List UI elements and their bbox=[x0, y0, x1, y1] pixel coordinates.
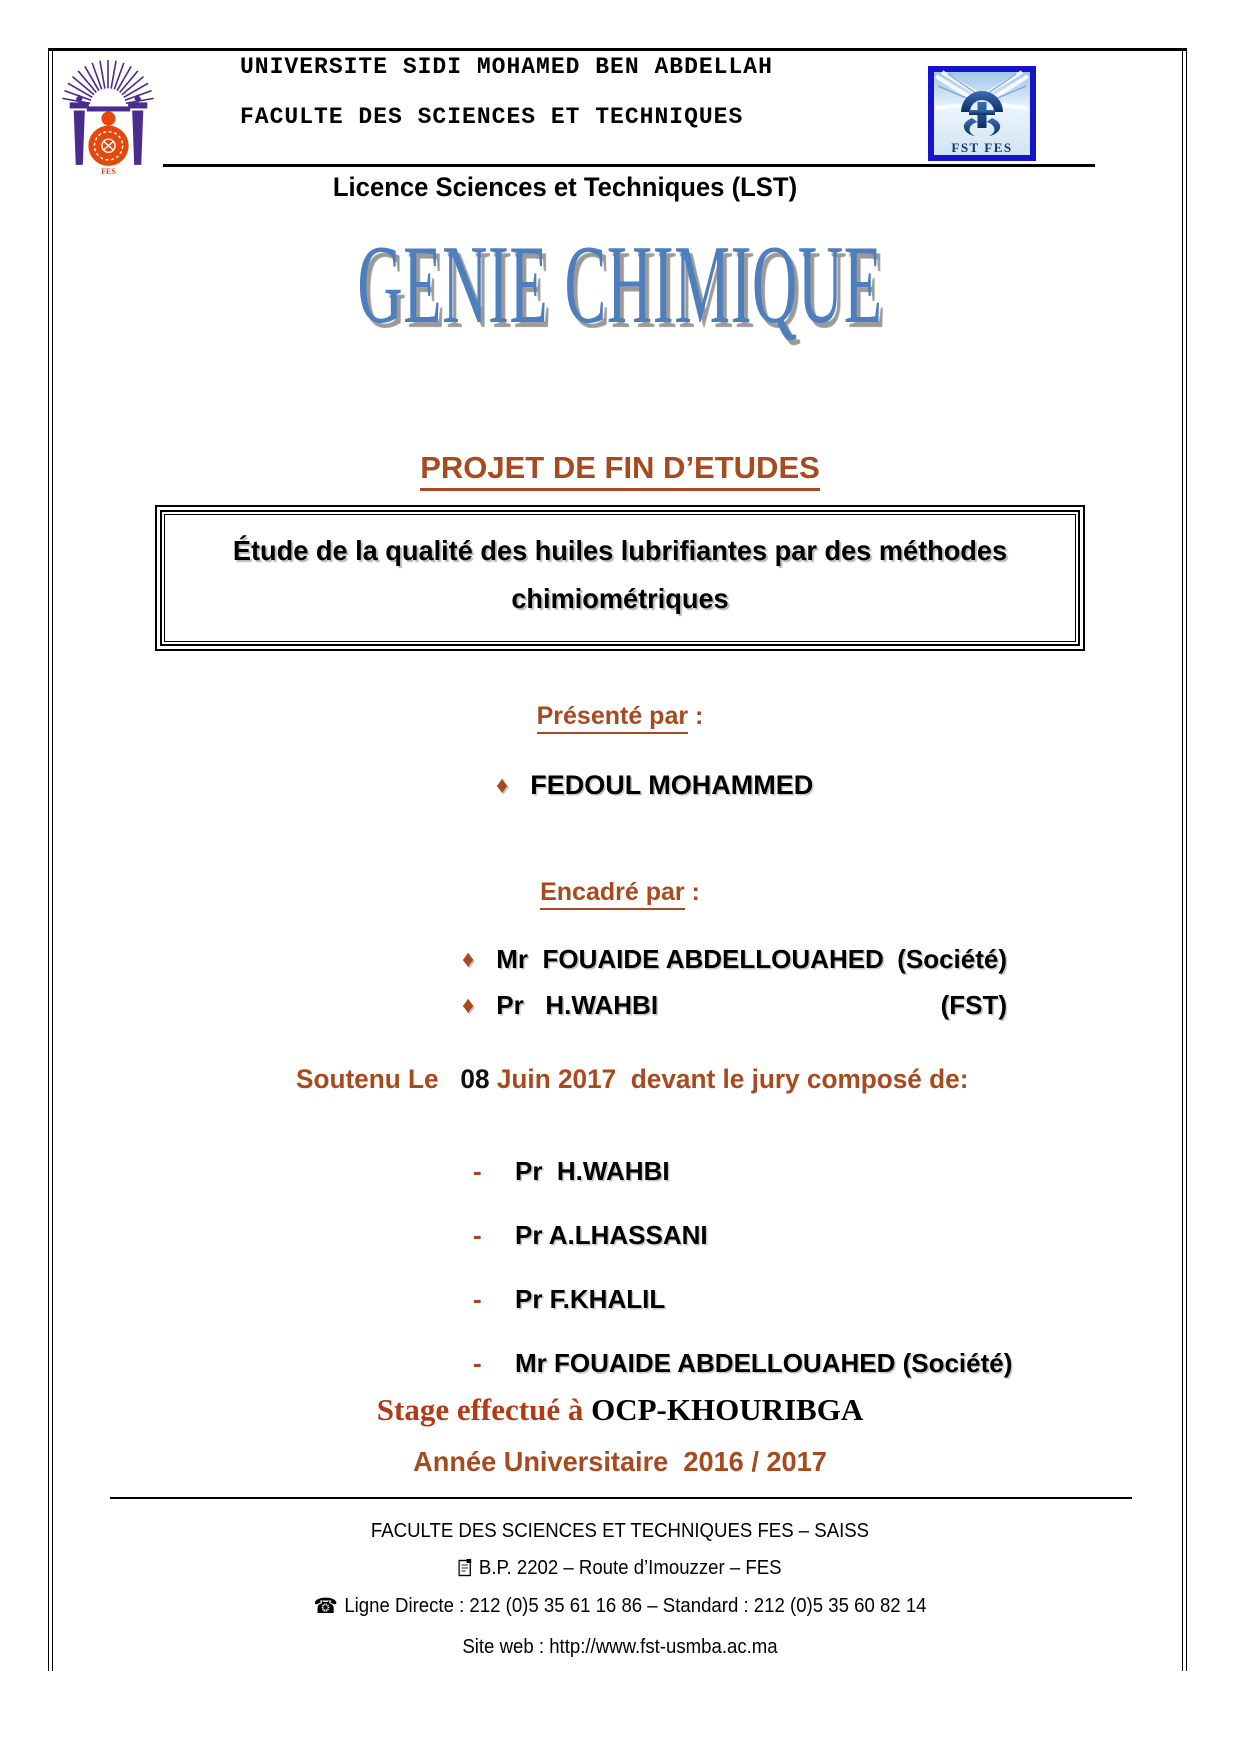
thesis-title-line2: chimiométriques bbox=[511, 583, 729, 614]
defense-date-line: Soutenu Le 08 Juin 2017 devant le jury composé de: bbox=[296, 1064, 969, 1094]
footer-website-line: Site web : http://www.fst-usmba.ac.ma bbox=[462, 1636, 778, 1658]
header-divider-line bbox=[163, 164, 1095, 167]
faculty-name: FACULTE DES SCIENCES ET TECHNIQUES bbox=[240, 104, 744, 130]
jury-member-name: Pr H.WAHBI bbox=[515, 1156, 670, 1186]
jury-member-row bbox=[473, 1284, 665, 1315]
header-institution-block bbox=[240, 56, 773, 129]
thesis-title-line1: Étude de la qualité des huiles lubrifiantes par des méthodes bbox=[232, 535, 1008, 566]
degree-title: GENIE CHIMIQUE bbox=[357, 223, 883, 347]
document-icon bbox=[458, 1559, 472, 1583]
supervised-by-heading: Encadré par : bbox=[0, 878, 1240, 907]
internship-label: Stage effectué à bbox=[376, 1392, 592, 1427]
usmba-logo-caption: FES bbox=[101, 166, 116, 176]
usmba-university-logo bbox=[60, 52, 157, 183]
internship-line bbox=[0, 1392, 1240, 1428]
footer-phone-line: ☎ Ligne Directe : 212 (0)5 35 61 16 86 – Standard : 212 (0)5 35 60 82 14 bbox=[313, 1594, 927, 1618]
usmba-emblem-icon bbox=[60, 52, 157, 178]
supervisor-row bbox=[462, 990, 1007, 1021]
dash-bullet: - bbox=[473, 1156, 482, 1186]
university-name: UNIVERSITE SIDI MOHAMED BEN ABDELLAH bbox=[240, 54, 773, 80]
supervisor-row bbox=[462, 944, 1007, 975]
jury-member-name: Mr FOUAIDE ABDELLOUAHED (Société) bbox=[515, 1348, 1013, 1378]
phone-icon: ☎ bbox=[313, 1594, 338, 1618]
jury-member-row bbox=[473, 1220, 708, 1251]
dash-bullet: - bbox=[473, 1284, 482, 1314]
student-name: FEDOUL MOHAMMED bbox=[530, 770, 814, 800]
diamond-bullet-icon: ♦ bbox=[496, 771, 509, 799]
supervisor-affiliation: (FST) bbox=[940, 990, 1007, 1020]
diamond-bullet-icon: ♦ bbox=[462, 991, 475, 1019]
student-name-row bbox=[496, 770, 813, 801]
dash-bullet: - bbox=[473, 1220, 482, 1250]
diamond-bullet-icon: ♦ bbox=[462, 945, 475, 973]
academic-year: Année Universitaire 2016 / 2017 bbox=[413, 1446, 827, 1477]
jury-member-name: Pr F.KHALIL bbox=[515, 1284, 666, 1314]
fst-fes-logo bbox=[928, 66, 1036, 166]
supervisor-name: Mr FOUAIDE ABDELLOUAHED bbox=[496, 944, 884, 974]
presented-by-heading: Présenté par : bbox=[0, 702, 1240, 731]
footer-faculty-line: FACULTE DES SCIENCES ET TECHNIQUES FES – SAISS bbox=[370, 1520, 870, 1542]
footer-address-line: B.P. 2202 – Route d’Imouzzer – FES bbox=[43, 1557, 1196, 1583]
supervisor-name: Pr H.WAHBI bbox=[496, 990, 659, 1020]
footer-divider-line bbox=[110, 1497, 1132, 1499]
program-title: Licence Sciences et Techniques (LST) bbox=[332, 172, 798, 202]
report-type-text: PROJET DE FIN D’ETUDES bbox=[420, 450, 820, 491]
supervisor-affiliation: (Société) bbox=[897, 944, 1007, 974]
fst-fes-logo-icon bbox=[928, 66, 1036, 161]
dash-bullet: - bbox=[473, 1348, 482, 1378]
jury-member-name: Pr A.LHASSANI bbox=[515, 1220, 708, 1250]
fst-logo-caption: FST FES bbox=[951, 140, 1013, 155]
internship-company: OCP-KHOURIBGA bbox=[591, 1392, 864, 1427]
jury-member-row bbox=[473, 1348, 1012, 1379]
defense-day: 08 bbox=[460, 1064, 490, 1094]
jury-member-row bbox=[473, 1156, 670, 1187]
thesis-title-box bbox=[155, 505, 1085, 651]
report-type-heading bbox=[0, 450, 1240, 486]
